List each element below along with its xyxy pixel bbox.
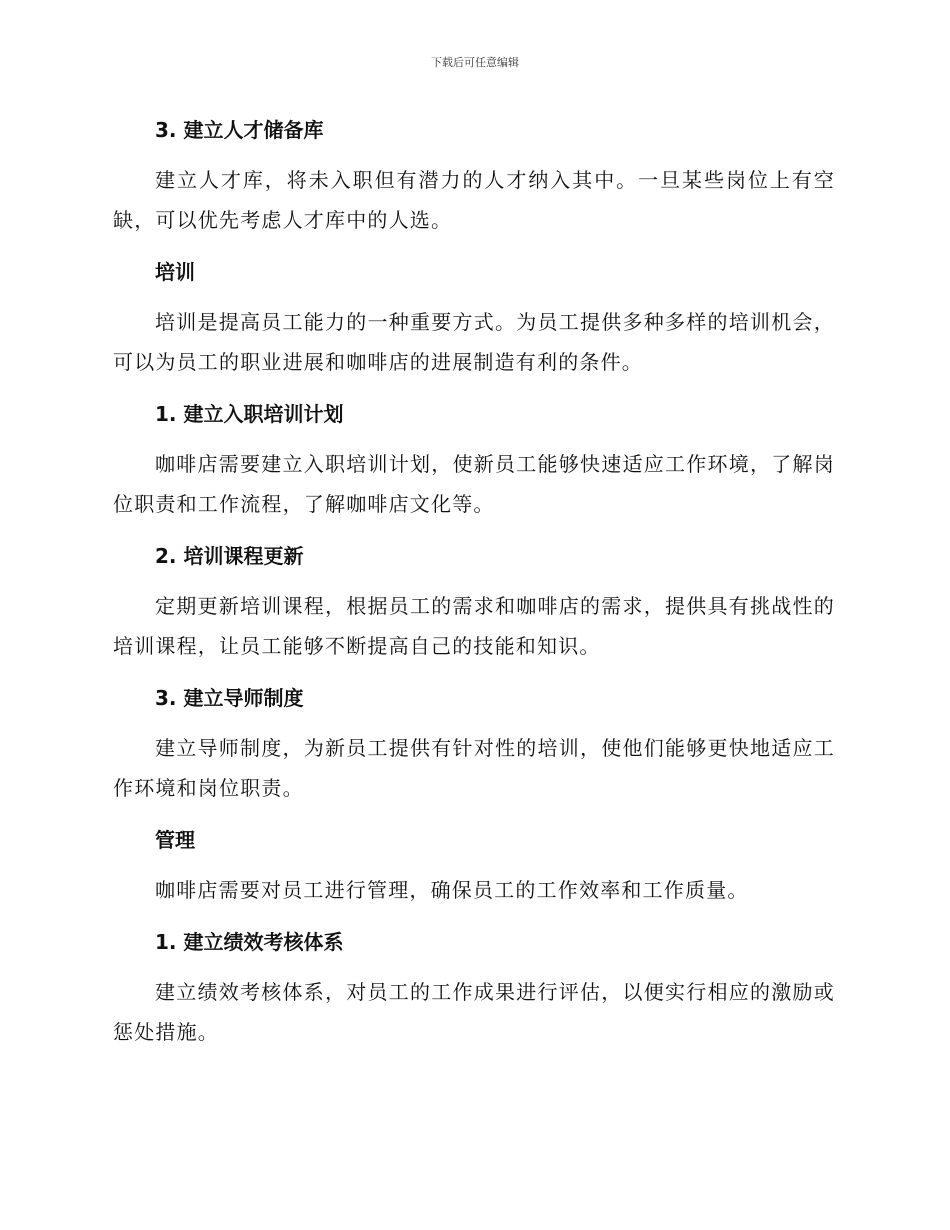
page-header-note: 下载后可任意编辑	[431, 56, 519, 69]
section-heading-performance: 1. 建立绩效考核体系	[155, 930, 344, 954]
paragraph-performance: 建立绩效考核体系，对员工的工作成果进行评估，以便实行相应的激励或惩处措施。	[113, 980, 835, 1044]
section-heading-talent-pool: 3. 建立人才储备库	[155, 118, 324, 142]
paragraph-talent-pool: 建立人才库，将未入职但有潜力的人才纳入其中。一旦某些岗位上有空缺，可以优先考虑人才库中的人选。	[113, 168, 835, 232]
paragraph-management: 咖啡店需要对员工进行管理，确保员工的工作效率和工作质量。	[155, 878, 749, 902]
paragraph-course-update: 定期更新培训课程，根据员工的需求和咖啡店的需求，提供具有挑战性的培训课程，让员工能够不断提高自己的技能和知识。	[113, 594, 835, 658]
section-heading-course-update: 2. 培训课程更新	[155, 544, 304, 568]
section-heading-training: 培训	[155, 260, 195, 284]
paragraph-onboarding: 咖啡店需要建立入职培训计划，使新员工能够快速适应工作环境，了解岗位职责和工作流程，了解咖啡店文化等。	[113, 452, 835, 516]
section-heading-mentor: 3. 建立导师制度	[155, 686, 304, 710]
section-heading-onboarding: 1. 建立入职培训计划	[155, 402, 344, 426]
document-body	[113, 110, 835, 1064]
section-heading-management: 管理	[155, 828, 195, 852]
paragraph-mentor: 建立导师制度，为新员工提供有针对性的培训，使他们能够更快地适应工作环境和岗位职责。	[113, 736, 835, 800]
paragraph-training: 培训是提高员工能力的一种重要方式。为员工提供多种多样的培训机会，可以为员工的职业进展和咖啡店的进展制造有利的条件。	[113, 310, 835, 374]
